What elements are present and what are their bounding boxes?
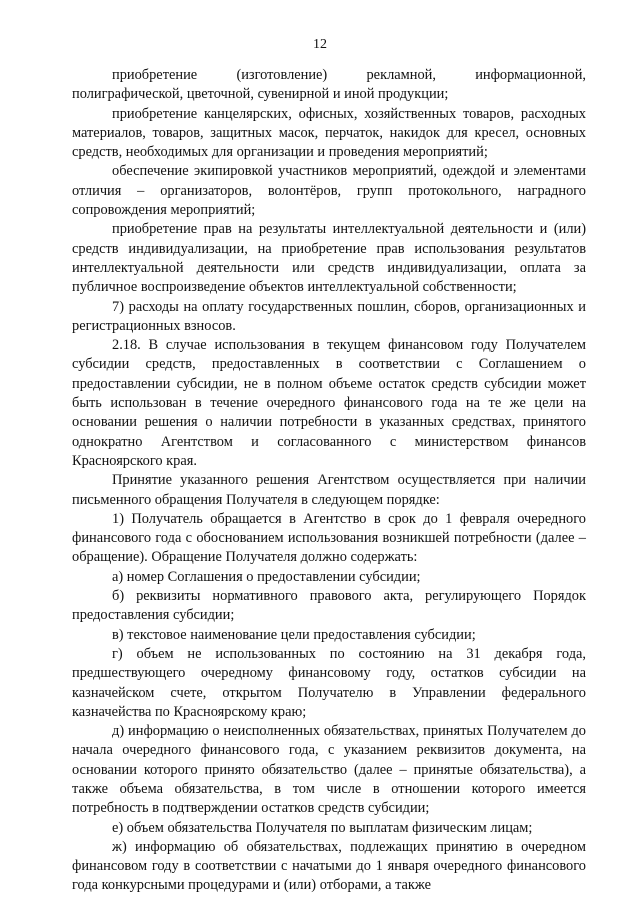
- paragraph: 7) расходы на оплату государственных пошлин, сборов, организационных и регистрационных взносов.: [72, 298, 586, 334]
- paragraph: приобретение прав на результаты интеллектуальной деятельности и (или) средств индивидуализации, на приобретение прав использования результатов интеллектуальной деятельности или средств индивидуализации, оплата за публичное воспроизведение объектов интеллектуальной собственности;: [72, 221, 586, 296]
- paragraph: б) реквизиты нормативного правового акта, регулирующего Порядок предоставления субсидии;: [72, 588, 586, 624]
- paragraph: приобретение (изготовление) рекламной, информационной, полиграфической, цветочной, сувенирной и иной продукции;: [72, 67, 586, 103]
- paragraph: 2.18. В случае использования в текущем финансовом году Получателем субсидии средств, предоставленных в соответствии с Соглашением о предоставлении субсидии, не в полном объеме остаток средств субсидии может быть использован в течение очередного финансового года на те же цели на основании решения о наличии потребности в указанных средствах, принятого однократно Агентством и согласованного с министерством финансов Красноярского края.: [72, 337, 586, 469]
- document-body: [72, 66, 586, 896]
- paragraph: Принятие указанного решения Агентством осуществляется при наличии письменного обращения Получателя в следующем порядке:: [72, 472, 586, 508]
- paragraph: приобретение канцелярских, офисных, хозяйственных товаров, расходных материалов, товаров, защитных масок, перчаток, накидок для кресел, основных средств, необходимых для организации и проведения мероприятий;: [72, 105, 586, 161]
- paragraph: а) номер Соглашения о предоставлении субсидии;: [112, 568, 421, 585]
- paragraph: 1) Получатель обращается в Агентство в срок до 1 февраля очередного финансового года с обоснованием использования возникшей потребности (далее – обращение). Обращение Получателя должно содержать:: [72, 510, 586, 566]
- paragraph: д) информацию о неисполненных обязательствах, принятых Получателем до начала очередного финансового года, с указанием реквизитов документа, на основании которого принято обязательство (далее – принятые обязательства), а также объема обязательства, в том числе в отношении которого имеется потребность в подтверждении остатков средств субсидии;: [72, 723, 586, 817]
- paragraph: обеспечение экипировкой участников мероприятий, одеждой и элементами отличия – организаторов, волонтёров, групп протокольного, наградного сопровождения мероприятий;: [72, 163, 586, 219]
- paragraph: е) объем обязательства Получателя по выплатам физическим лицам;: [112, 819, 533, 836]
- paragraph: ж) информацию об обязательствах, подлежащих принятию в очередном финансовом году в соответствии с начатыми до 1 января очередного финансового года конкурсными процедурами и (или) отборами, а также: [72, 838, 586, 894]
- page-number: 12: [313, 37, 327, 52]
- paragraph: г) объем не использованных по состоянию на 31 декабря года, предшествующего очередному финансовому году, остатков субсидии на казначейском счете, открытом Получателю в Управлении федерального казначейства по Красноярскому краю;: [72, 645, 586, 720]
- paragraph: в) текстовое наименование цели предоставления субсидии;: [112, 626, 476, 643]
